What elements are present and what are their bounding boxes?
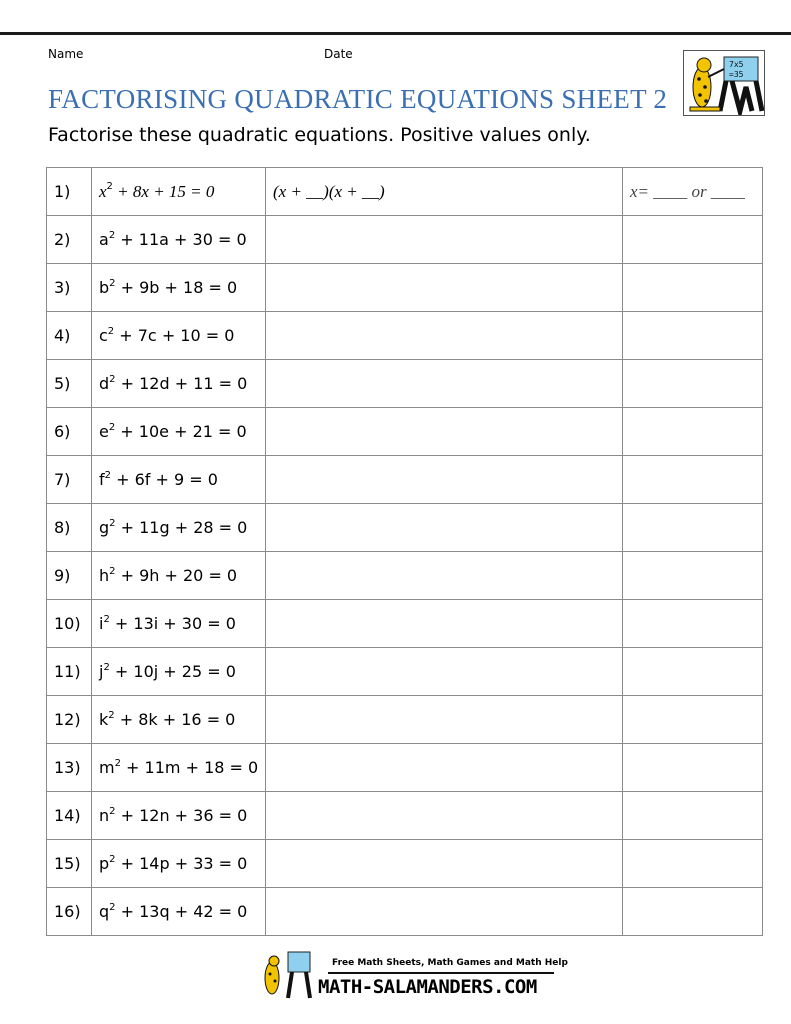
table-row [47, 360, 763, 408]
factor-answer-cell[interactable] [266, 216, 623, 264]
question-number: 9) [47, 552, 92, 600]
solution-answer-cell[interactable] [623, 648, 763, 696]
question-number: 16) [47, 888, 92, 936]
instructions: Factorise these quadratic equations. Positive values only. [48, 124, 591, 146]
solution-answer-cell[interactable] [623, 792, 763, 840]
questions-table [46, 167, 763, 936]
equation: $e^2 + 10e + 21 = 0$ [92, 408, 266, 456]
factor-answer-cell[interactable] [266, 552, 623, 600]
solution-answer-cell[interactable] [623, 360, 763, 408]
equation: $a^2 + 11a + 30 = 0$ [92, 216, 266, 264]
solution-answer-cell[interactable] [623, 504, 763, 552]
footer-brand-block [258, 950, 568, 1002]
equation: $c^2 + 7c + 10 = 0$ [92, 312, 266, 360]
question-number: 3) [47, 264, 92, 312]
factor-answer-cell[interactable] [266, 792, 623, 840]
solution-answer-cell[interactable] [623, 744, 763, 792]
solution-answer-cell[interactable] [623, 456, 763, 504]
factor-answer-cell[interactable] [266, 648, 623, 696]
question-number: 15) [47, 840, 92, 888]
logo-board-line1: 7x5 [729, 60, 744, 69]
table-row [47, 600, 763, 648]
table-row [47, 408, 763, 456]
factor-answer-cell[interactable] [266, 504, 623, 552]
logo-board-line2: =35 [729, 70, 744, 79]
solution-answer-cell[interactable] [623, 552, 763, 600]
factor-answer-cell[interactable] [266, 888, 623, 936]
equation: $d^2 + 12d + 11 = 0$ [92, 360, 266, 408]
example-equation: $x^2 + 8x + 15 = 0$ [92, 168, 266, 216]
salamander-logo [683, 50, 765, 116]
factor-answer-cell[interactable] [266, 456, 623, 504]
solution-answer-cell[interactable] [623, 264, 763, 312]
question-number: 6) [47, 408, 92, 456]
equation: $j^2 + 10j + 25 = 0$ [92, 648, 266, 696]
table-row [47, 552, 763, 600]
solution-answer-cell[interactable] [623, 408, 763, 456]
solution-answer-cell[interactable] [623, 600, 763, 648]
footer-brand-text: MATH-SALAMANDERS.COM [318, 976, 537, 998]
equation: $q^2 + 13q + 42 = 0$ [92, 888, 266, 936]
top-rule [0, 32, 791, 35]
equation: $m^2 + 11m + 18 = 0$ [92, 744, 266, 792]
question-number: 13) [47, 744, 92, 792]
factor-answer-cell[interactable] [266, 360, 623, 408]
table-row-example [47, 168, 763, 216]
table-row [47, 888, 763, 936]
factor-answer-cell[interactable] [266, 264, 623, 312]
factor-answer-cell[interactable] [266, 408, 623, 456]
answer-template: x= ____ or ____ [623, 168, 763, 216]
question-number: 2) [47, 216, 92, 264]
equation: $h^2 + 9h + 20 = 0$ [92, 552, 266, 600]
solution-answer-cell[interactable] [623, 696, 763, 744]
table-row [47, 696, 763, 744]
question-number: 8) [47, 504, 92, 552]
table-row [47, 312, 763, 360]
factor-answer-cell[interactable] [266, 744, 623, 792]
question-number: 10) [47, 600, 92, 648]
factor-answer-cell[interactable] [266, 840, 623, 888]
date-label: Date [324, 47, 353, 61]
equation: $b^2 + 9b + 18 = 0$ [92, 264, 266, 312]
question-number: 7) [47, 456, 92, 504]
table-row [47, 792, 763, 840]
footer-salamander-icon [258, 950, 318, 1002]
solution-answer-cell[interactable] [623, 840, 763, 888]
question-number: 4) [47, 312, 92, 360]
name-label: Name [48, 47, 84, 61]
table-row [47, 264, 763, 312]
equation: $k^2 + 8k + 16 = 0$ [92, 696, 266, 744]
table-row [47, 456, 763, 504]
table-row [47, 840, 763, 888]
factor-answer-cell[interactable] [266, 600, 623, 648]
factor-answer-cell[interactable] [266, 696, 623, 744]
question-number: 11) [47, 648, 92, 696]
equation: $i^2 + 13i + 30 = 0$ [92, 600, 266, 648]
footer-tagline: Free Math Sheets, Math Games and Math Help [332, 958, 568, 968]
equation: $g^2 + 11g + 28 = 0$ [92, 504, 266, 552]
table-row [47, 648, 763, 696]
question-number: 1) [47, 168, 92, 216]
salamander-teacher-icon [684, 51, 764, 115]
equation: $n^2 + 12n + 36 = 0$ [92, 792, 266, 840]
factor-answer-cell[interactable] [266, 312, 623, 360]
factor-template: (x + __)(x + __) [266, 168, 623, 216]
solution-answer-cell[interactable] [623, 216, 763, 264]
equation: $f^2 + 6f + 9 = 0$ [92, 456, 266, 504]
table-row [47, 216, 763, 264]
equation: $p^2 + 14p + 33 = 0$ [92, 840, 266, 888]
solution-answer-cell[interactable] [623, 312, 763, 360]
question-number: 14) [47, 792, 92, 840]
question-number: 5) [47, 360, 92, 408]
question-number: 12) [47, 696, 92, 744]
footer-rule [328, 972, 554, 974]
table-row [47, 744, 763, 792]
page-title: FACTORISING QUADRATIC EQUATIONS SHEET 2 [48, 84, 668, 114]
solution-answer-cell[interactable] [623, 888, 763, 936]
table-row [47, 504, 763, 552]
